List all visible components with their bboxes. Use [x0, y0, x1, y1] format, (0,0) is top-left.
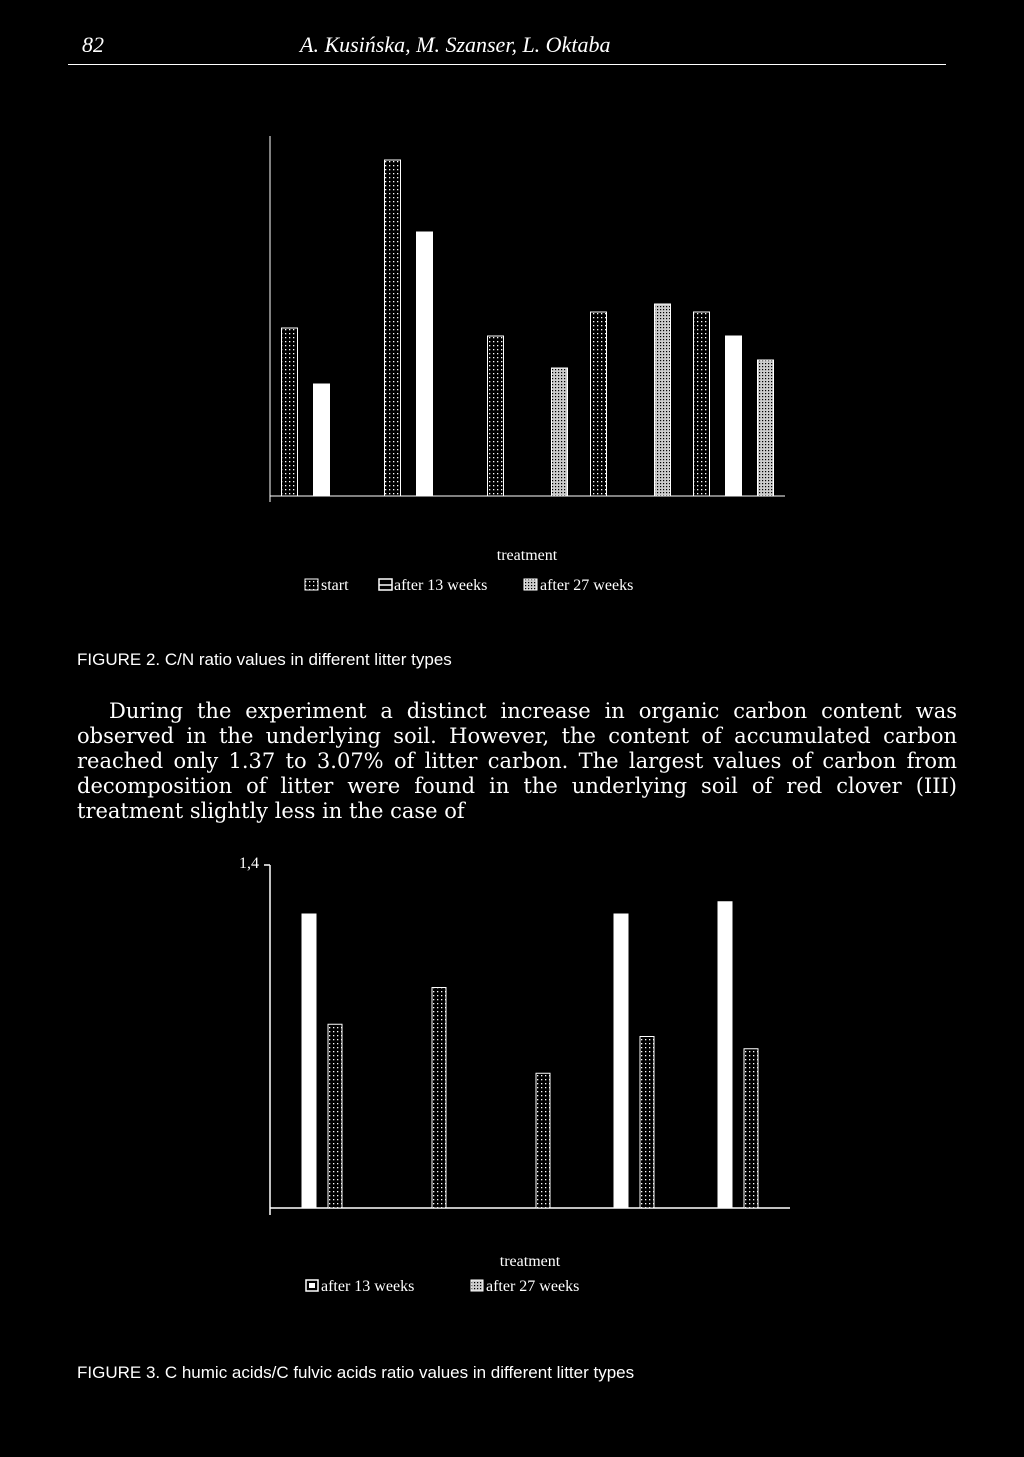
figure-3-caption: FIGURE 3. C humic acids/C fulvic acids ratio values in different litter types: [77, 1363, 635, 1382]
legend-label-after-27-weeks: after 27 weeks: [486, 1278, 580, 1295]
figure-3-bar-iii-after-27-weeks: [536, 1073, 550, 1208]
figure-2-caption: FIGURE 2. C/N ratio values in different litter types: [77, 650, 452, 669]
figure-2-x-axis-title: treatment: [496, 547, 558, 564]
figure-3-y-tick-label: 1,4: [239, 855, 259, 872]
figure-2-bar-i-after-13-weeks: [314, 384, 330, 496]
figure-2-bar-i-start: [282, 328, 298, 496]
figure-3-bar-iv-after-27-weeks: [640, 1037, 654, 1209]
figure-3-legend: [306, 1278, 579, 1295]
legend-item-after-27-weeks: [524, 577, 633, 594]
figure-2-bar-iii-after-27-weeks: [552, 368, 568, 496]
figure-2-legend: [305, 577, 633, 594]
legend-item-after-27-weeks: [471, 1278, 579, 1295]
running-head-authors: A. Kusińska, M. Szanser, L. Oktaba: [300, 32, 611, 57]
legend-item-after-13-weeks: [379, 577, 487, 594]
legend-label-after-27-weeks: after 27 weeks: [540, 577, 634, 594]
legend-swatch-inner-after-13-weeks: [309, 1283, 315, 1288]
page-number: 82: [82, 32, 104, 57]
figure-3-bar-v-after-27-weeks: [744, 1049, 758, 1208]
figure-3-chart: [0, 850, 1024, 1305]
figure-3-bar-i-after-27-weeks: [328, 1024, 342, 1208]
figure-2-bar-iv-start: [591, 312, 607, 496]
legend-label-after-13-weeks: after 13 weeks: [394, 577, 488, 594]
figure-3-x-axis-title: treatment: [499, 1253, 561, 1270]
figure-3-bar-iv-after-13-weeks: [614, 914, 628, 1208]
legend-swatch-start: [305, 579, 318, 590]
figure-2-bar-v-start: [694, 312, 710, 496]
figure-2-bar-v-after-13-weeks: [726, 336, 742, 496]
figure-3-bar-i-after-13-weeks: [302, 914, 316, 1208]
figure-2-bar-iii-start: [488, 336, 504, 496]
running-header: [68, 30, 946, 65]
figure-2-bar-ii-start: [385, 160, 401, 496]
figure-3-bar-v-after-13-weeks: [718, 902, 732, 1208]
legend-item-start: [305, 577, 349, 594]
figure-2-bar-ii-after-13-weeks: [417, 232, 433, 496]
legend-label-start: start: [321, 577, 349, 594]
figure-3-bar-ii-after-27-weeks: [432, 988, 446, 1209]
legend-swatch-after-27-weeks: [524, 579, 537, 590]
legend-item-after-13-weeks: [306, 1278, 414, 1295]
legend-label-after-13-weeks: after 13 weeks: [321, 1278, 415, 1295]
body-paragraph: During the experiment a distinct increase in organic carbon content was observed in the underlying soil. However, the content of accumulated carbon reached only 1.37 to 3.07% of litter carbon. The largest values of carbon from decomposition of litter were found in the underlying soil of red clover (III) treatment slightly less in the case of: [77, 699, 957, 823]
legend-swatch-after-27-weeks: [471, 1280, 483, 1291]
figure-2-bar-iv-after-27-weeks: [655, 304, 671, 496]
figure-2-chart: [0, 120, 1024, 600]
figure-2-bar-v-after-27-weeks: [758, 360, 774, 496]
